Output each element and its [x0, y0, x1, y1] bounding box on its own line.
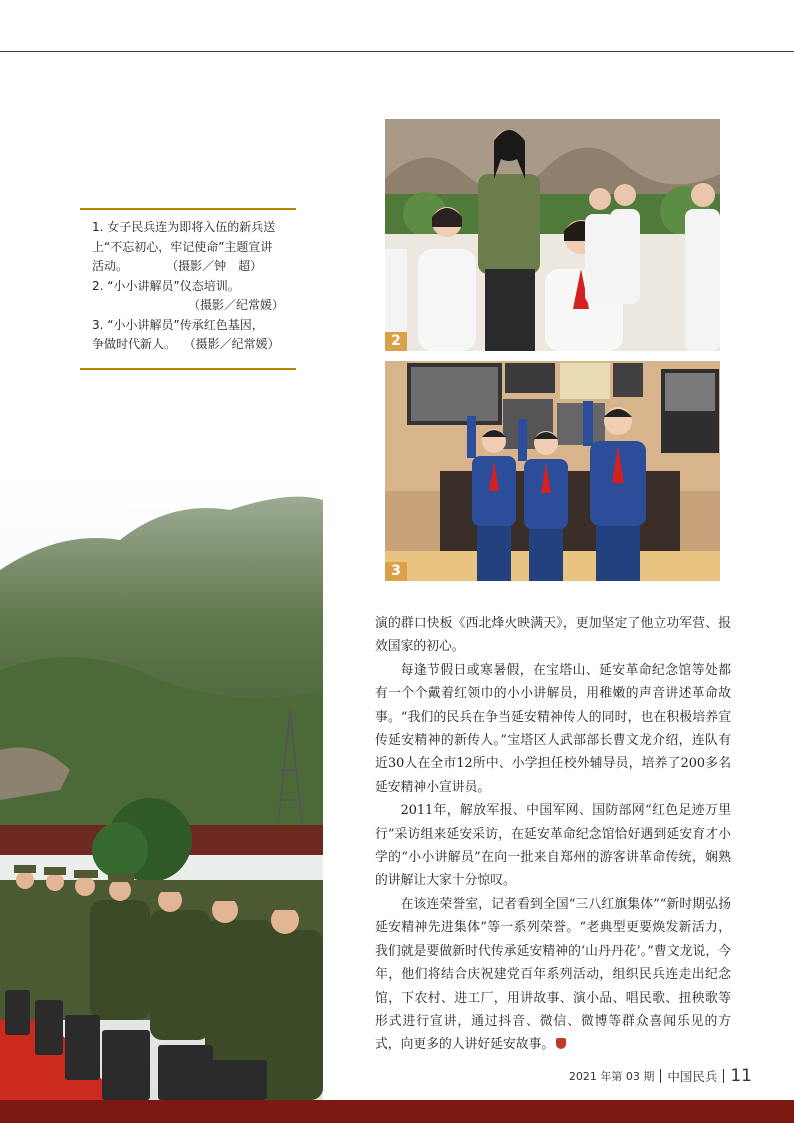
article-paragraph-text: 在该连荣誉室，记者看到全国“三八红旗集体”“新时期弘扬延安精神先进集体”等一系列荣誉。“老典型更要焕发新活力，我们就是要做新时代传承延安精神的‘山丹丹花’。”曹文龙说，今年，他们将结合庆祝建党百年系列活动，组织民兵连走出纪念馆，下农村、进工厂，用讲故事、演小品、唱民歌、扭秧歌等形式进行宣讲，通过抖音、微信、微博等群众喜闻乐见的方式，向更多的人讲好延安故事。 [375, 896, 731, 1053]
photo-number-badge: 2 [385, 332, 407, 351]
article-paragraph: 演的群口快板《西北烽火映满天》，更加坚定了他立功军营、报效国家的初心。 [375, 616, 731, 655]
article-paragraph: 2011年，解放军报、中国军网、国防部网“红色足迹万里行”采访组来延安采访，在延安革命纪念馆恰好遇到延安育才小学的“小小讲解员”在向一批来自郑州的游客讲革命传统，娴熟的讲解让大家十分惊叹。 [375, 803, 731, 889]
article-end-icon [556, 1038, 566, 1049]
photo-etiquette-training [385, 119, 720, 351]
bottom-color-bar [0, 1100, 794, 1123]
photo-new-recruits [0, 470, 323, 1100]
article-paragraph: 每逢节假日或寒暑假，在宝塔山、延安革命纪念馆等处都有一个个戴着红领巾的小小讲解员，用稚嫩的声音讲述革命故事。“我们的民兵在争当延安精神传人的同时，也在积极培养宣传延安精神的新传人。”宝塔区人武部部长曹文龙介绍，连队有近30人在全市12所中、小学担任校外辅导员，培养了200多名延安精神小宣讲员。 [375, 662, 731, 795]
magazine-name: 中国民兵 [667, 1069, 718, 1084]
page-footer [569, 1066, 752, 1086]
page-number: 11 [730, 1066, 752, 1086]
caption-line: 争做时代新人。 （摄影／纪常媛） [92, 337, 280, 351]
article-paragraph [375, 893, 731, 1057]
article-body [375, 612, 731, 1057]
top-rule [0, 51, 794, 52]
caption-line: 1. 女子民兵连为即将入伍的新兵送 [92, 220, 276, 234]
footer-divider [660, 1069, 661, 1083]
footer-divider [723, 1069, 724, 1083]
caption-line: 上“不忘初心，牢记使命”主题宣讲 [92, 239, 273, 254]
photo-caption-box [80, 208, 296, 370]
caption-line: （摄影／纪常媛） [188, 298, 285, 312]
caption-line: 3. “小小讲解员”传承红色基因， [92, 317, 264, 332]
caption-line: 活动。 （摄影／钟 超） [92, 259, 263, 273]
issue-label: 2021 年第 03 期 [568, 1070, 655, 1083]
caption-line: 2. “小小讲解员”仪态培训。 [92, 278, 240, 293]
photo-little-guides [385, 361, 720, 581]
photo-number-badge: 3 [385, 562, 407, 581]
